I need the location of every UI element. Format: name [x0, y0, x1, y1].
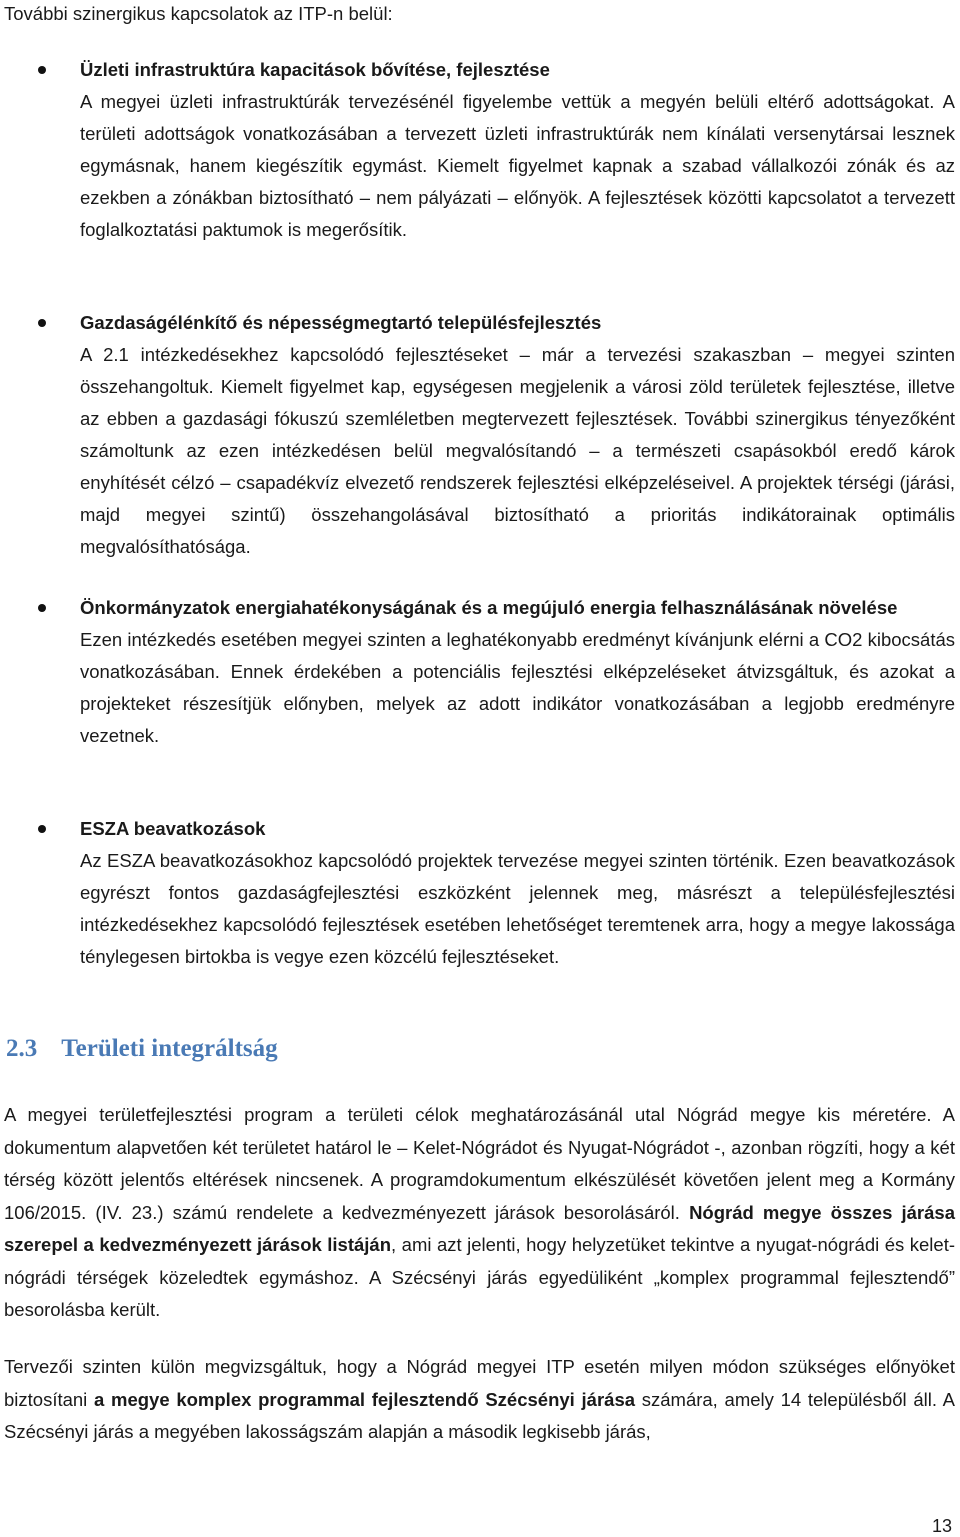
- section-heading: [6, 1035, 278, 1063]
- bullet-icon: [38, 66, 46, 74]
- bullet-icon: [38, 319, 46, 327]
- list-item-energy-efficiency: [80, 592, 955, 752]
- paragraph-bold-text: Nógrád megye összes járása szerepel a kedvezményezett járások listáján: [4, 1201, 955, 1255]
- section-title: Területi integráltság: [61, 1035, 278, 1062]
- item-body: Az ESZA beavatkozásokhoz kapcsolódó projektek tervezése megyei szinten történik. Ezen beavatkozások egyrészt fontos gazdaságfejlesztési eszközként jelennek meg, másrészt a településfejlesztési intézkedésekhez kapcsolódó fejlesztések esetében lehetőséget teremtenek arra, hogy a megye lakossága ténylegesen birtokba is vegye ezen közcélú fejlesztéseket.: [80, 850, 955, 967]
- paragraph-text: Tervezői szinten külön megvizsgáltuk, hogy a Nógrád megyei ITP esetén milyen módon szükséges előnyöket biztosítani: [4, 1356, 955, 1410]
- item-body: A 2.1 intézkedésekhez kapcsolódó fejlesztéseket – már a tervezési szakaszban – megyei szinten összehangoltuk. Kiemelt figyelmet kap, egységesen megjelenik a városi zöld területek fejlesztése, illetve az ebben a gazdasági fókuszú szemléletben megtervezett fejlesztések. További szinergikus tényezőként számoltunk az ezen intézkedésen belül megvalósítandó – a természeti csapásokból eredő károk enyhítését célzó – csapadékvíz elvezető rendszerek fejlesztési elképzeléseivel. A projektek térségi (járási, majd megyei szintű) összehangolásával biztosítható a prioritás indikátorainak optimális megvalósíthatósága.: [80, 344, 955, 557]
- bullet-icon: [38, 604, 46, 612]
- item-title: Gazdaságélénkítő és népességmegtartó településfejlesztés: [80, 312, 602, 333]
- paragraph-text: számára, amely 14 településből áll. A Szécsényi járás a megyében lakosságszám alapján a második legkisebb járás,: [4, 1388, 955, 1442]
- paragraph-bold-text: a megye komplex programmal fejlesztendő Szécsényi járása: [94, 1388, 636, 1410]
- item-title: Üzleti infrastruktúra kapacitások bővítése, fejlesztése: [80, 59, 550, 80]
- list-item-business-infrastructure: [80, 54, 955, 246]
- paragraph-territorial-program: [4, 1099, 955, 1327]
- item-body: A megyei üzleti infrastruktúrák tervezésénél figyelembe vettük a megyén belüli eltérő adottságokat. A területi adottságok vonatkozásában a tervezett üzleti infrastruktúrák nem kínálati versenytársai lesznek egymásnak, hanem kiegészítik egymást. Kiemelt figyelmet kapnak a szabad vállalkozói zónák és az ezekben a zónákban biztosítható – nem pályázati – előnyök. A fejlesztések közötti kapcsolatot a tervezett foglalkoztatási paktumok is megerősítik.: [80, 91, 955, 240]
- item-body: Ezen intézkedés esetében megyei szinten a leghatékonyabb eredményt kívánjunk elérni a CO2 kibocsátás vonatkozásában. Ennek érdekében a potenciális fejlesztési elképzeléseket átvizsgáltuk, és azokat a projekteket részesítjük előnyben, melyek az adott indikátor vonatkozásában a legjobb eredményre vezetnek.: [80, 629, 955, 746]
- item-title: ESZA beavatkozások: [80, 818, 266, 839]
- bullet-icon: [38, 825, 46, 833]
- intro-line: További szinergikus kapcsolatok az ITP-n belül:: [4, 3, 393, 24]
- paragraph-planning-level: [4, 1351, 955, 1449]
- list-item-settlement-development: [80, 307, 955, 563]
- paragraph-text: A megyei területfejlesztési program a területi célok meghatározásánál utal Nógrád megye kis méretére. A dokumentum alapvetően két területet határol le – Kelet-Nógrádot és Nyugat-Nógrádot -, azonban rögzíti, hogy a két térség között jelentős eltérések nincsenek. A programdokumentum elkészülését követően jelent meg a Kormány 106/2015. (IV. 23.) számú rendelete a kedvezményezett járások besorolásáról.: [4, 1104, 955, 1223]
- item-title: Önkormányzatok energiahatékonyságának és a megújuló energia felhasználásának növelése: [80, 597, 898, 618]
- paragraph-text: , ami azt jelenti, hogy helyzetüket tekintve a nyugat-nógrádi és kelet-nógrádi térségek közeledtek egymáshoz. A Szécsényi járás egyedüliként „komplex programmal fejlesztendő” besorolásba került.: [4, 1234, 955, 1320]
- page-number: 13: [931, 1516, 952, 1536]
- section-number: 2.3: [6, 1035, 38, 1062]
- list-item-esza: [80, 813, 955, 973]
